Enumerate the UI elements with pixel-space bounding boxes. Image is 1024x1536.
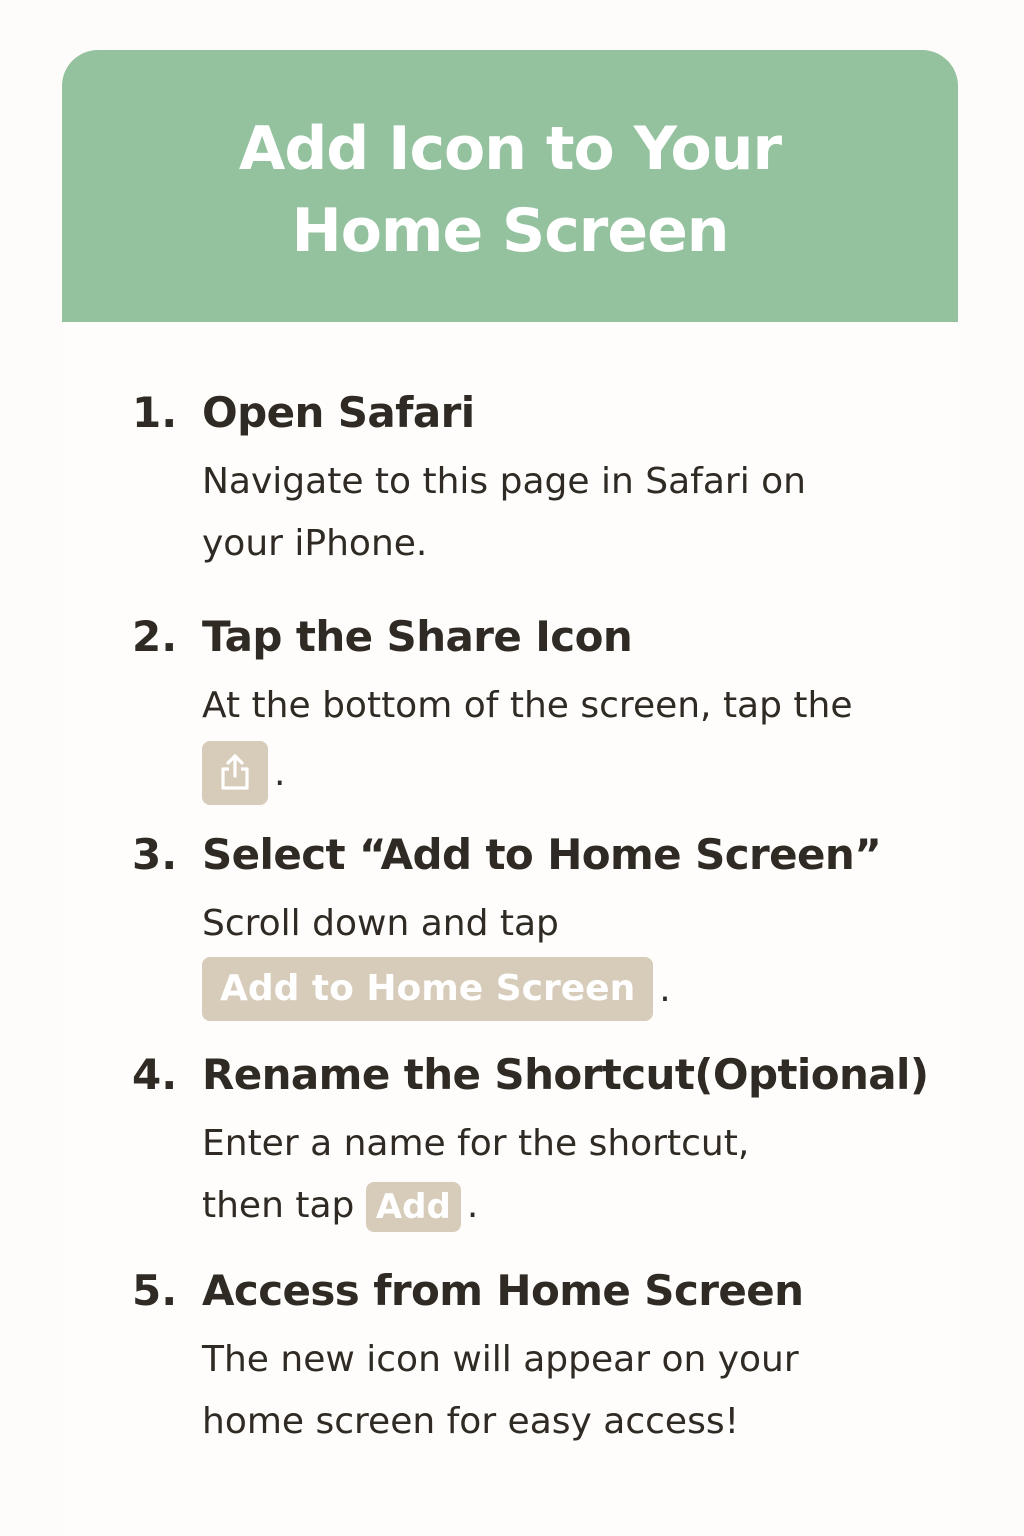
- share-icon: [218, 753, 252, 791]
- header-banner: [62, 50, 958, 322]
- add-button[interactable]: Add: [366, 1182, 461, 1232]
- step-title: Access from Home Screen: [202, 1266, 804, 1315]
- step-number: 4.: [132, 1050, 178, 1099]
- steps-list: [132, 383, 952, 1453]
- punctuation: .: [274, 753, 286, 794]
- step-description: Enter a name for the shortcut,: [202, 1123, 750, 1164]
- punctuation: .: [659, 969, 671, 1010]
- step-title: Tap the Share Icon: [202, 612, 633, 661]
- step-description: Scroll down and tap: [202, 903, 559, 944]
- step-description-block: [202, 675, 952, 805]
- page-title: Add Icon to Your Home Screen: [238, 114, 782, 266]
- step-rename-shortcut: [132, 1045, 952, 1237]
- punctuation: .: [466, 1185, 479, 1226]
- step-description: The new icon will appear on your home screen for easy access!: [202, 1339, 799, 1442]
- step-access-home: [132, 1261, 952, 1453]
- step-title: Open Safari: [202, 388, 475, 437]
- step-description-block: [202, 1113, 952, 1237]
- step-number: 2.: [132, 612, 178, 661]
- share-line: [202, 737, 952, 805]
- instruction-card: [62, 50, 958, 1536]
- step-open-safari: [132, 383, 952, 575]
- step-description: Navigate to this page in Safari on your iPhone.: [202, 461, 806, 564]
- step-number: 5.: [132, 1266, 178, 1315]
- step-tap-share: [132, 607, 952, 805]
- add-line: [202, 1175, 952, 1237]
- step-number: 3.: [132, 830, 178, 879]
- step-title: Select “Add to Home Screen”: [202, 830, 882, 879]
- step-description-block: [202, 893, 952, 1021]
- share-icon-button[interactable]: [202, 741, 268, 805]
- step-select-add: [132, 825, 952, 1021]
- step-description-continued: then tap: [202, 1185, 355, 1226]
- add-home-line: [202, 955, 952, 1021]
- step-description: At the bottom of the screen, tap the: [202, 685, 853, 726]
- add-to-home-screen-button[interactable]: Add to Home Screen: [202, 957, 653, 1021]
- step-number: 1.: [132, 388, 178, 437]
- step-title: Rename the Shortcut(Optional): [202, 1050, 929, 1099]
